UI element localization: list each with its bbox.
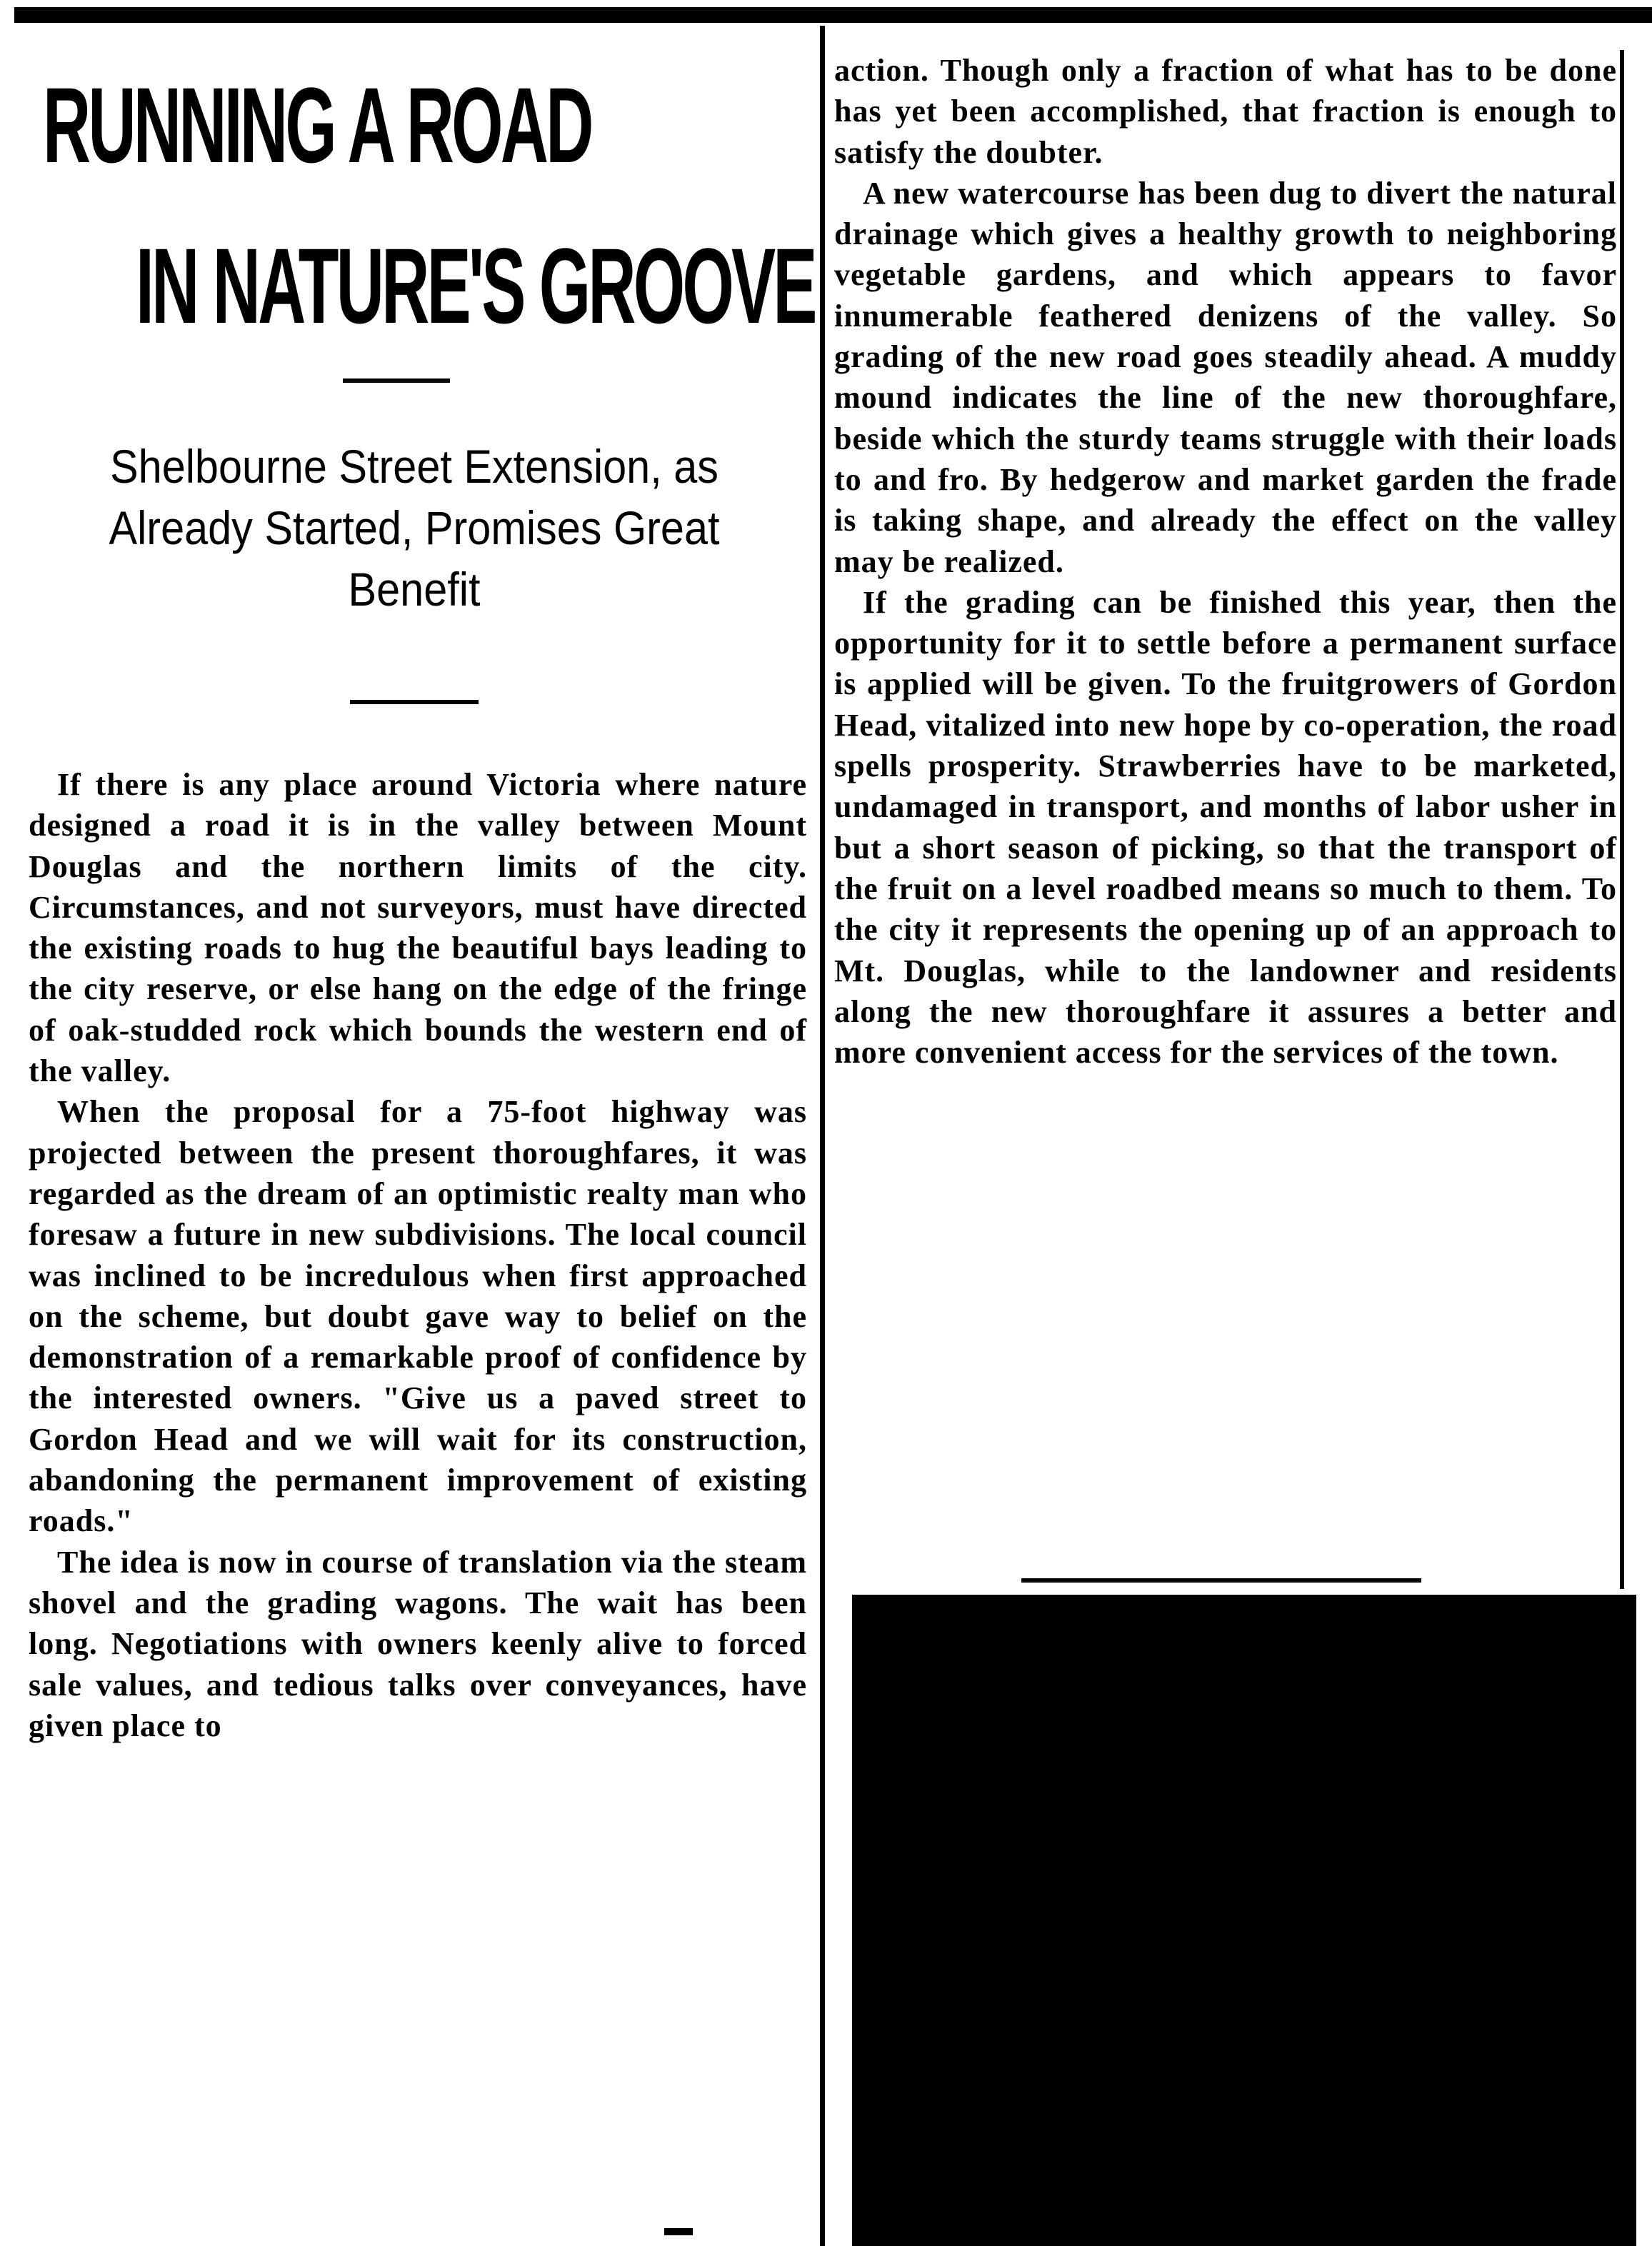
article-paragraph: If there is any place around Victoria where nature designed a road it is in the valley between Mount Douglas and the northern limits of the city. Circumstances, and not surveyors, must have directed the existing roads to hug the beautiful bays leading to the city reserve, or else hang on the edge of the fringe of oak-studded rock which bounds the western end of the valley. — [29, 767, 807, 1089]
headline-divider — [343, 378, 450, 383]
article-paragraph: action. Though only a fraction of what has to be done has yet been accomplished, that fraction is enough to satisfy the doubter. — [834, 53, 1617, 170]
article-end-rule — [1021, 1578, 1421, 1583]
article-paragraph: The idea is now in course of translation via the steam shovel and the grading wagons. The wait has been long. Negotiations with owners keenly alive to forced sale values, and tedious talks over conveyances, have given place to — [29, 1544, 807, 1743]
subheadline-divider — [350, 700, 479, 704]
right-column-rule — [1620, 50, 1624, 1589]
left-column-body — [29, 764, 807, 1746]
article-paragraph: A new watercourse has been dug to divert the natural drainage which gives a healthy growth to neighboring vegetable gardens, and which appears to favor innumerable feathered denizens of the valley. So grading of the new road goes steadily ahead. A muddy mound indicates the line of the new thoroughfare, beside which the sturdy teams struggle with their loads to and fro. By hedgerow and market garden the frade is taking shape, and already the effect on the valley may be realized. — [834, 175, 1617, 579]
headline-line-2: IN NATURE'S GROOVE — [136, 226, 815, 346]
subheadline: Shelbourne Street Extension, as Already Started, Promises Great Benefit — [109, 440, 720, 616]
headline-line-1: RUNNING A ROAD — [43, 65, 591, 185]
column-divider — [820, 26, 825, 2246]
redacted-block — [852, 1595, 1636, 2246]
right-column-body — [834, 50, 1617, 1073]
article-paragraph: If the grading can be finished this year, then the opportunity for it to settle before a permanent surface is applied will be given. To the fruitgrowers of Gordon Head, vitalized into new hope by co-operation, the road spells prosperity. Strawberries have to be marketed, undamaged in transport, and months of labor usher in but a short season of picking, so that the transport of the fruit on a level roadbed means so much to them. To the city it represents the opening up of an approach to Mt. Douglas, while to the landowner and residents along the new thoroughfare it assures a better and more convenient access for the services of the town. — [834, 584, 1617, 1071]
page-mark — [664, 2228, 693, 2235]
top-rule — [14, 7, 1652, 23]
article-paragraph: When the proposal for a 75-foot highway was projected between the present thoroughfares, it was regarded as the dream of an optimistic realty man who foresaw a future in new subdivisions. The local council was inclined to be incredulous when first approached on the scheme, but doubt gave way to belief on the demonstration of a remarkable proof of confidence by the interested owners. "Give us a paved street to Gordon Head and we will wait for its construction, abandoning the permanent improvement of existing roads." — [29, 1094, 807, 1539]
